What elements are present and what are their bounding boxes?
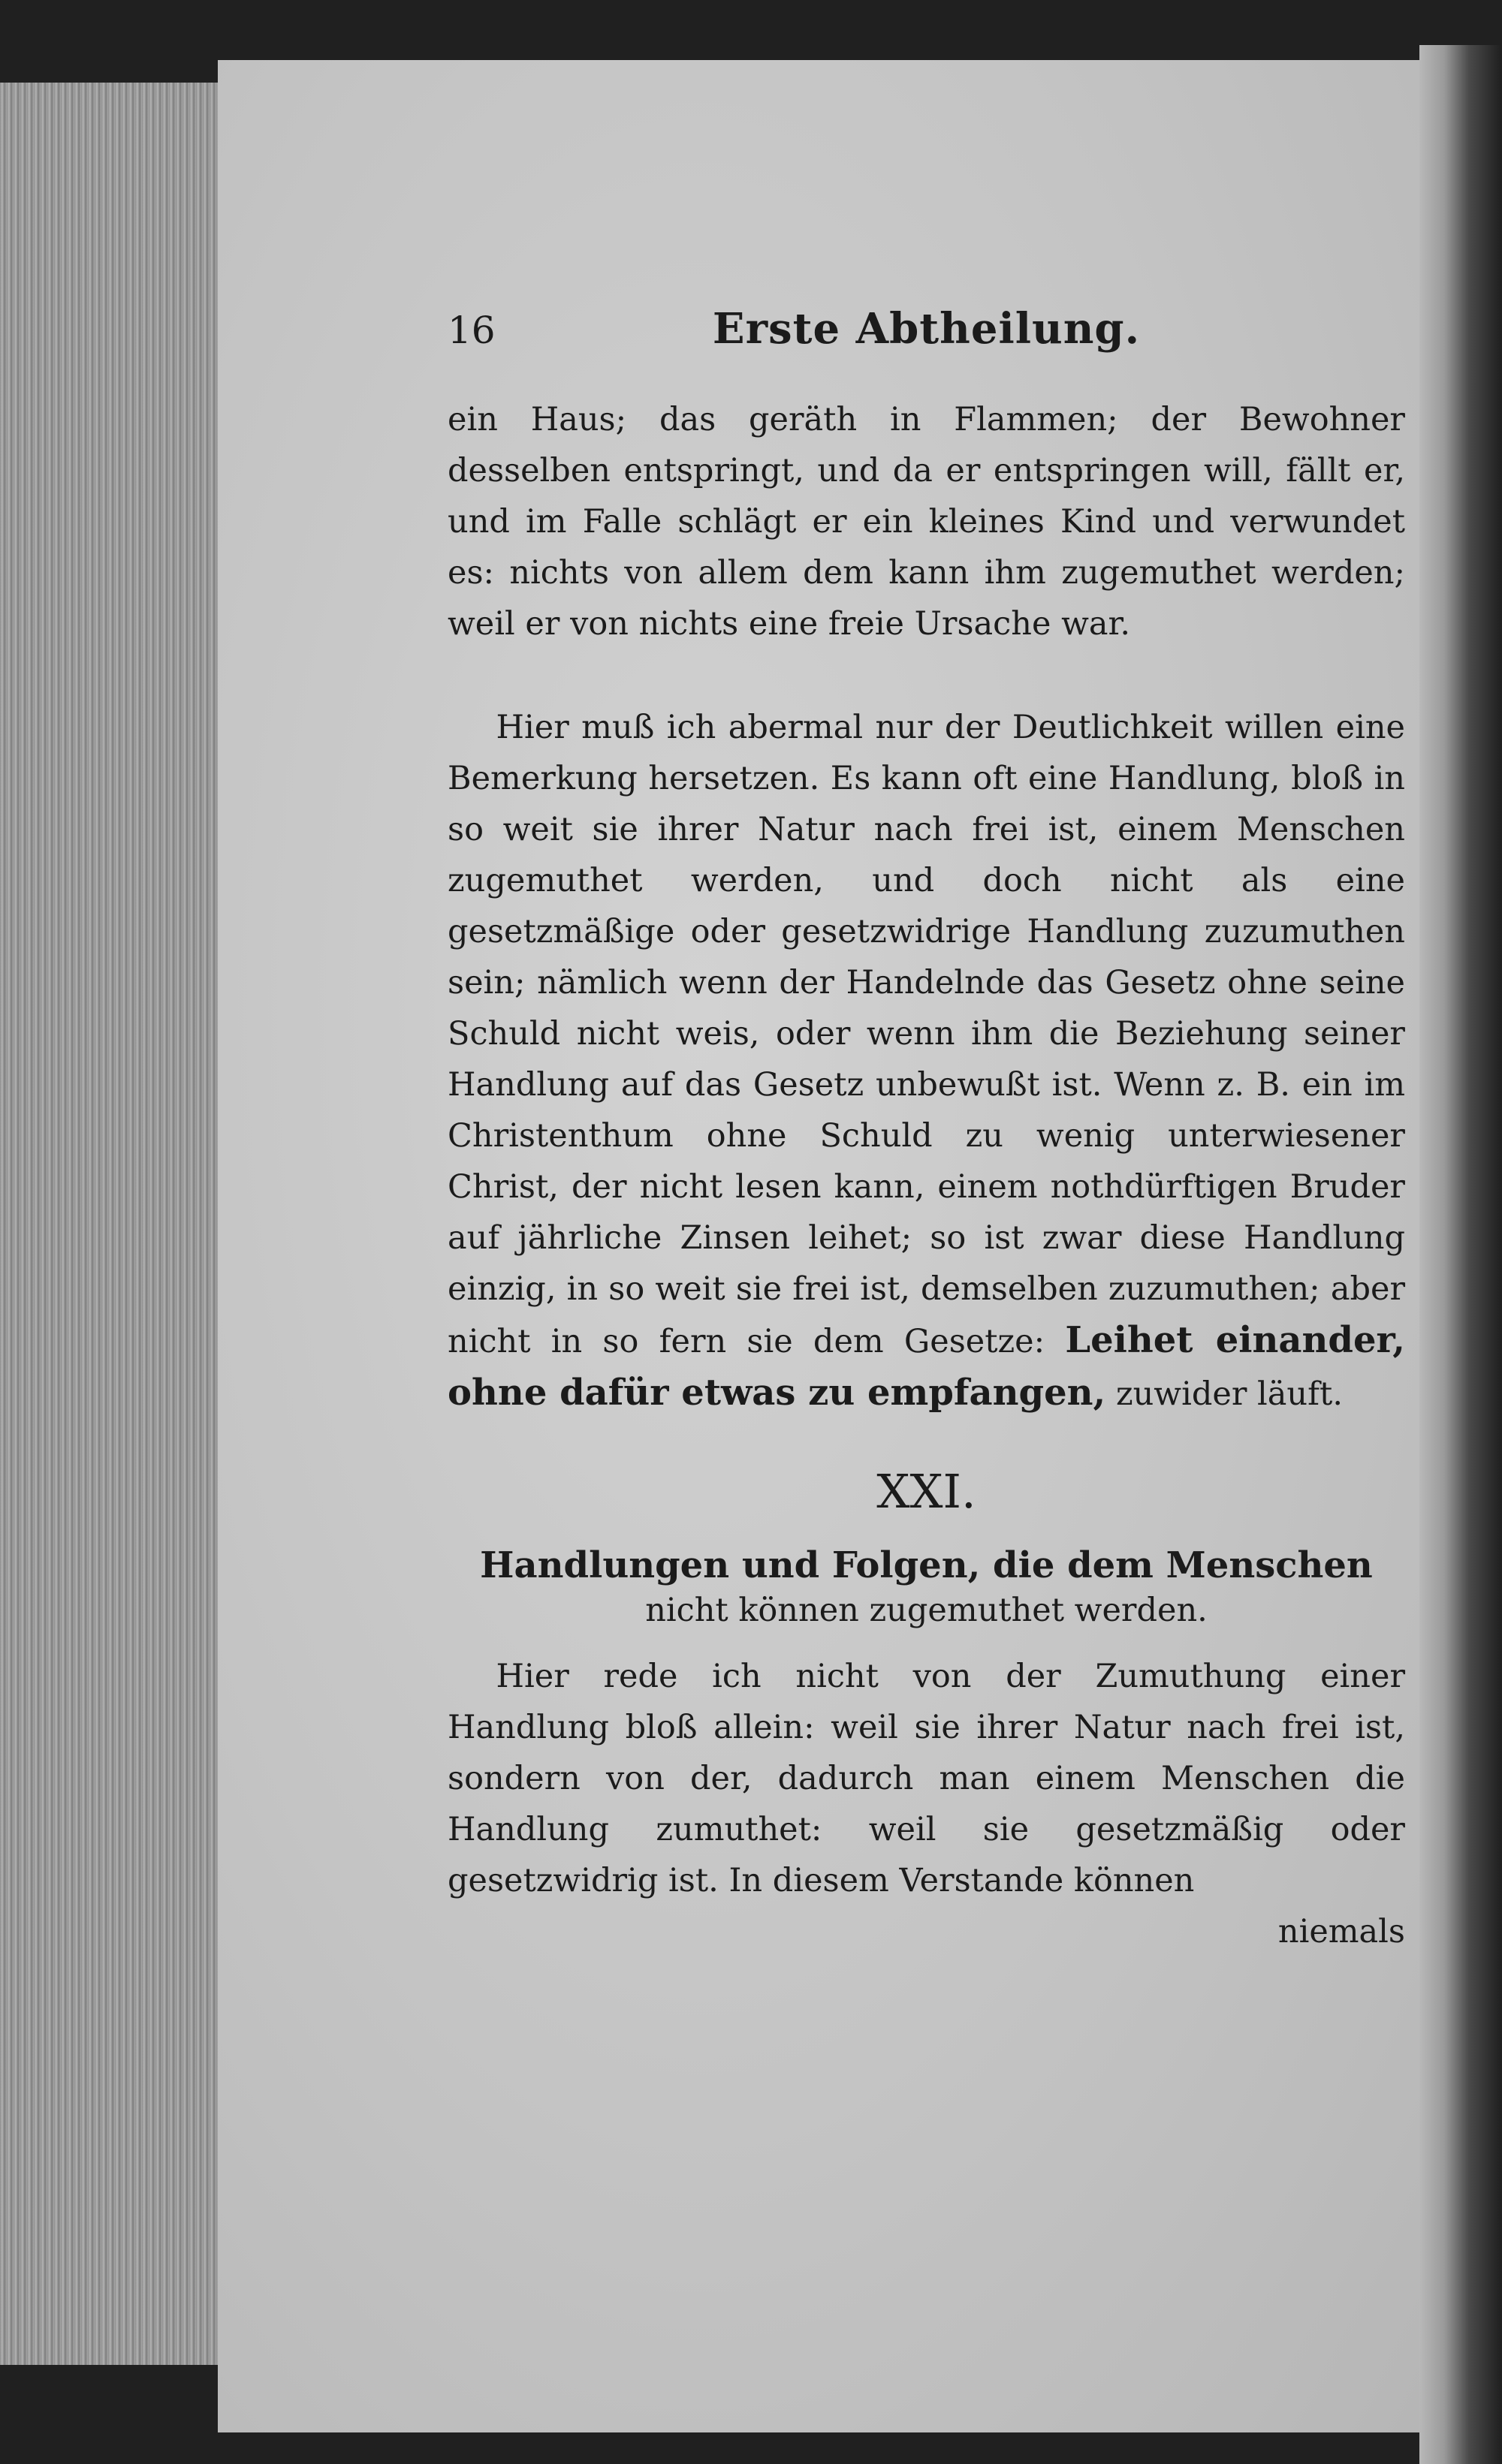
page-number: 16 [448, 309, 496, 352]
paragraph-remark-text: Hier muß ich abermal nur der Deutlichkeit willen eine Bemerkung hersetzen. Es kann oft eine Handlung, bloß in so weit sie ihrer Natur nach frei ist, einem Menschen zugemuthet werden, und doch nicht als eine gesetzmäßige oder gesetzwidrige Handlung zuzumuthen sein; nämlich wenn der Handelnde das Gesetz ohne seine Schuld nicht weis, oder wenn ihm die Beziehung seiner Handlung auf das Gesetz unbewußt ist. Wenn z. B. ein im Christenthum ohne Schuld zu wenig unterwiesener Christ, der nicht lesen kann, einem nothdürftigen Bruder auf jährliche Zinsen leihet; so ist zwar diese Handlung einzig, in so weit sie frei ist, demselben zuzumuthen; aber nicht in so fern sie dem Gesetze: [448, 709, 1405, 1360]
paragraph-remark-end: zuwider läuft. [1115, 1375, 1343, 1413]
catchword: niemals [1277, 1913, 1405, 1950]
running-head: Erste Abtheilung. [712, 304, 1141, 354]
paragraph-remark [448, 702, 1405, 1420]
book-page-edges [0, 83, 228, 2365]
page-text [448, 304, 1405, 1957]
scripture-quote: Leihet einander, ohne dafür etwas zu empfangen, [448, 1319, 1405, 1414]
book-binding-edge [1419, 45, 1502, 2464]
section-subtitle: nicht können zugemuthet werden. [645, 1592, 1208, 1629]
paragraph-section-body: Hier rede ich nicht von der Zumuthung einer Handlung bloß allein: weil sie ihrer Natur nach frei ist, sondern von der, dadurch man einem Menschen die Handlung zumuthet: weil sie gesetzmäßig oder gesetzwidrig ist. In diesem Verstande können [448, 1658, 1405, 1899]
section-title: Handlungen und Folgen, die dem Menschen [480, 1544, 1373, 1586]
section-number: XXI. [876, 1464, 976, 1519]
paragraph-continuation: ein Haus; das geräth in Flammen; der Bewohner desselben entspringt, und da er entspringen will, fällt er, und im Falle schlägt er ein kleines Kind und verwundet es: nichts von allem dem kann ihm zugemuthet werden; weil er von nichts eine freie Ursache war. [448, 401, 1405, 643]
page-header [448, 304, 1405, 379]
